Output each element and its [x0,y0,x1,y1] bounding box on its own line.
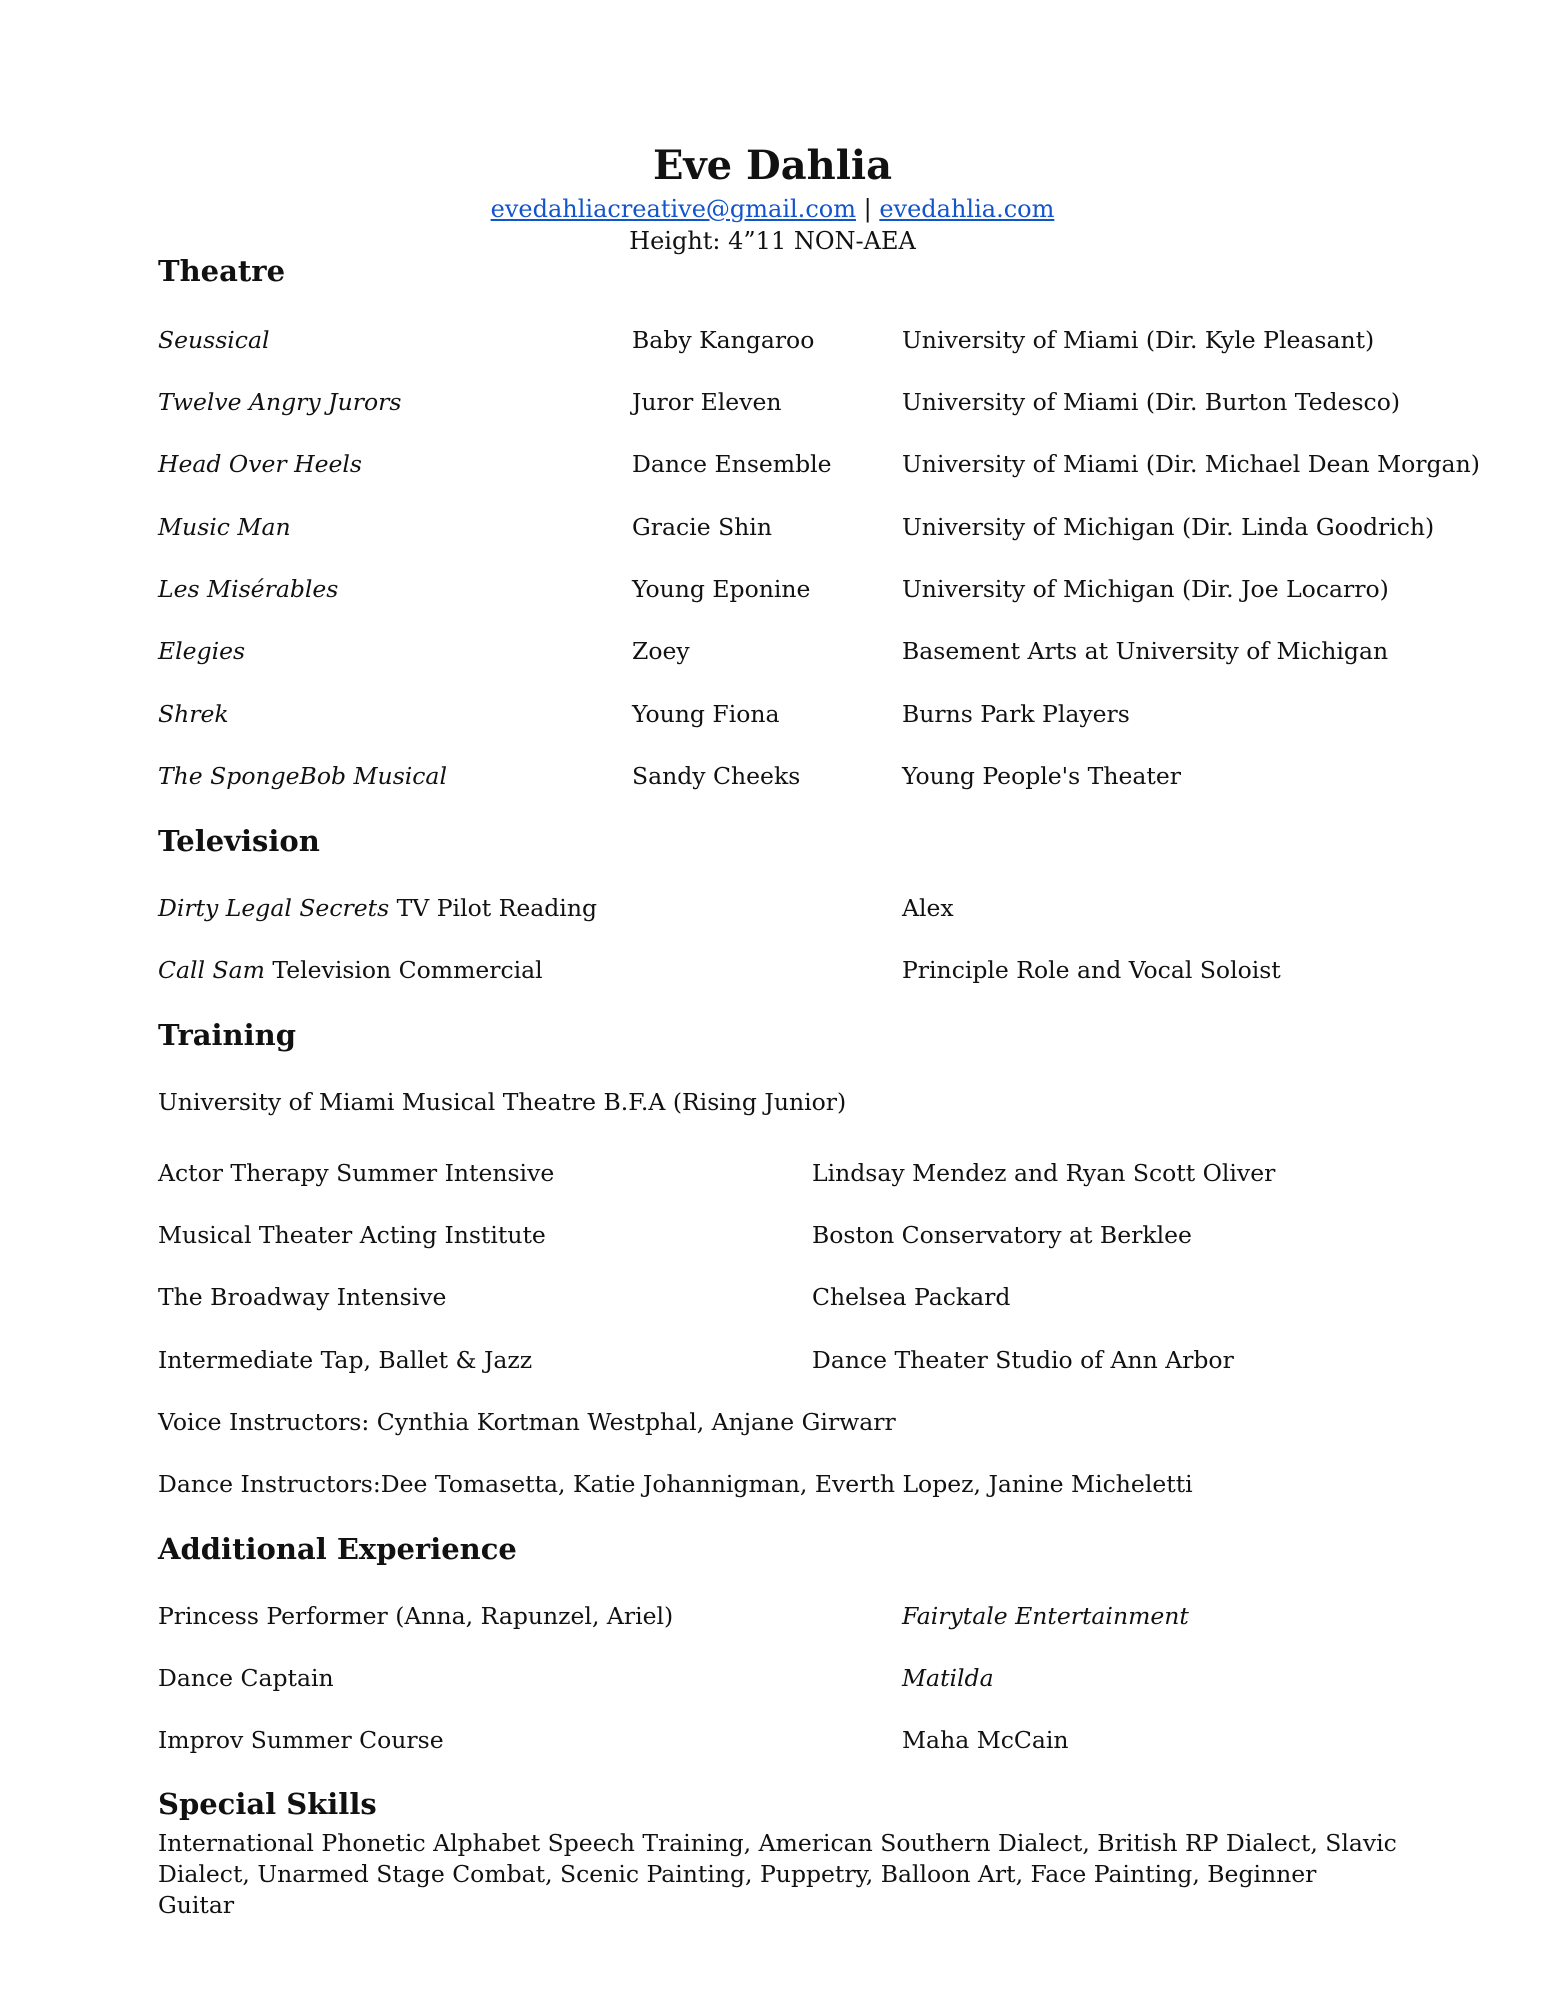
theatre-show: Music Man [158,513,291,541]
television-credit [158,893,597,923]
television-desc: TV Pilot Reading [389,894,597,922]
section-title-additional: Additional Experience [158,1532,517,1566]
theatre-venue: Basement Arts at University of Michigan [902,637,1389,665]
theatre-role: Sandy Cheeks [632,762,801,790]
training-teacher: Chelsea Packard [812,1283,1011,1311]
theatre-venue: University of Miami (Dir. Michael Dean Morgan) [902,450,1480,478]
section-title-training: Training [158,1018,297,1052]
skills-text: International Phonetic Alphabet Speech Training, American Southern Dialect, British RP Dialect, Slavic Dialect, Unarmed Stage Combat, Scenic Painting, Puppetry, Balloon Art, Face Painting, Beginner Guitar [158,1829,1397,1919]
additional-where: Matilda [902,1664,994,1692]
theatre-role: Dance Ensemble [632,450,832,478]
training-program: Actor Therapy Summer Intensive [158,1159,555,1187]
contact-separator: | [855,195,880,223]
additional-role: Princess Performer (Anna, Rapunzel, Ariel) [158,1602,674,1630]
resume-name: Eve Dahlia [652,142,893,189]
theatre-venue: University of Michigan (Dir. Joe Locarro) [902,575,1389,603]
section-title-skills: Special Skills [158,1787,377,1821]
theatre-show: The SpongeBob Musical [158,762,447,790]
theatre-show: Shrek [158,700,229,728]
contact-line [0,193,1545,225]
additional-role: Dance Captain [158,1664,334,1692]
section-title-theatre: Theatre [158,254,286,288]
television-title: Dirty Legal Secrets [158,894,390,922]
training-program: The Broadway Intensive [158,1283,447,1311]
theatre-show: Head Over Heels [158,450,362,478]
website-link[interactable]: evedahlia.com [879,195,1055,223]
theatre-role: Baby Kangaroo [632,326,815,354]
theatre-role: Juror Eleven [632,388,782,416]
theatre-show: Seussical [158,326,270,354]
television-credit [158,955,543,985]
television-role: Principle Role and Vocal Soloist [902,956,1281,984]
height-line: Height: 4”11 NON-AEA [629,227,916,255]
theatre-role: Young Eponine [632,575,811,603]
email-link[interactable]: evedahliacreative@gmail.com [490,195,856,223]
television-desc: Television Commercial [264,956,543,984]
section-title-television: Television [158,824,320,858]
theatre-venue: University of Miami (Dir. Kyle Pleasant) [902,326,1375,354]
additional-where: Maha McCain [902,1726,1069,1754]
training-degree: University of Miami Musical Theatre B.F.A (Rising Junior) [158,1088,847,1116]
theatre-show: Elegies [158,637,246,665]
theatre-venue: University of Michigan (Dir. Linda Goodrich) [902,513,1435,541]
theatre-venue: Young People's Theater [902,762,1181,790]
television-role: Alex [902,894,954,922]
additional-where: Fairytale Entertainment [902,1602,1189,1630]
dance-instructors: Dance Instructors:Dee Tomasetta, Katie Johannigman, Everth Lopez, Janine Micheletti [158,1470,1193,1498]
training-teacher: Boston Conservatory at Berklee [812,1221,1192,1249]
training-program: Musical Theater Acting Institute [158,1221,546,1249]
theatre-venue: University of Miami (Dir. Burton Tedesco) [902,388,1401,416]
theatre-role: Zoey [632,637,690,665]
training-program: Intermediate Tap, Ballet & Jazz [158,1346,533,1374]
training-teacher: Dance Theater Studio of Ann Arbor [812,1346,1234,1374]
theatre-role: Young Fiona [632,700,780,728]
training-teacher: Lindsay Mendez and Ryan Scott Oliver [812,1159,1276,1187]
voice-instructors: Voice Instructors: Cynthia Kortman Westphal, Anjane Girwarr [158,1408,896,1436]
theatre-show: Les Misérables [158,575,339,603]
additional-role: Improv Summer Course [158,1726,444,1754]
theatre-role: Gracie Shin [632,513,772,541]
theatre-venue: Burns Park Players [902,700,1130,728]
television-title: Call Sam [158,956,265,984]
theatre-show: Twelve Angry Jurors [158,388,402,416]
